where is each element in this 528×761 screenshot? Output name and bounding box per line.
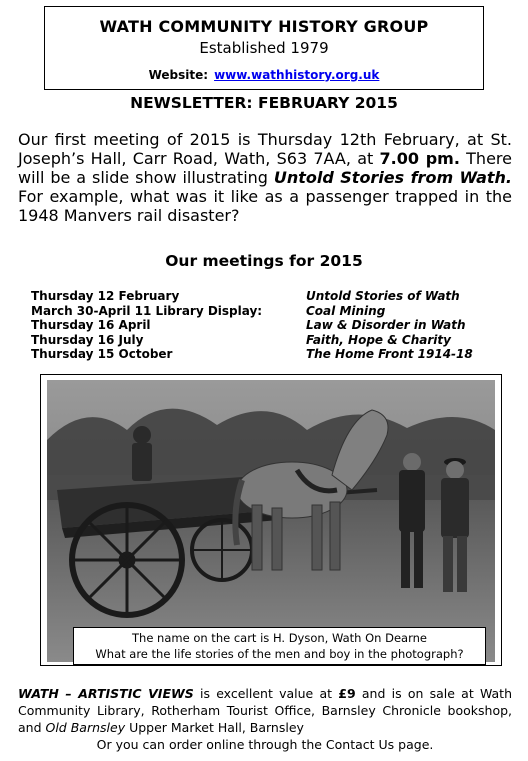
meeting-time: 7.00 pm.	[379, 149, 460, 168]
meeting-date: March 30-April 11 Library Display:	[31, 303, 263, 318]
group-name: WATH COMMUNITY HISTORY GROUP	[99, 17, 429, 36]
old-barnsley: Old Barnsley	[45, 720, 126, 735]
newsletter-title: NEWSLETTER: FEBRUARY 2015	[130, 94, 398, 112]
slide-show-title: Untold Stories from Wath.	[273, 168, 513, 187]
meeting-date: Thursday 16 July	[31, 332, 144, 347]
meeting-topic: Untold Stories of Wath	[306, 289, 460, 303]
header-box	[44, 6, 484, 90]
book-price: £9	[338, 686, 356, 701]
meeting-row	[31, 304, 501, 319]
boy-figure	[132, 426, 152, 481]
intro-text-1: Our first meeting of 2015 is Thursday 12th February, at St. Joseph’s Hall, Carr Road, Wath, S63 7AA, at	[18, 130, 512, 168]
meeting-topic: Coal Mining	[306, 303, 386, 318]
photo-frame	[40, 374, 502, 666]
meetings-list	[31, 289, 501, 362]
intro-text-2: There will be a slide show illustrating	[18, 149, 512, 187]
photo-caption	[73, 627, 486, 665]
meeting-row	[31, 318, 501, 333]
meeting-topic: Law & Disorder in Wath	[306, 318, 466, 332]
meeting-date: Thursday 16 April	[31, 318, 151, 332]
established-line: Established 1979	[199, 39, 329, 57]
footer-paragraph	[18, 685, 512, 753]
meeting-date: Thursday 12 February	[31, 289, 180, 303]
meeting-topic: The Home Front 1914-18	[306, 347, 473, 361]
cart-wheel-right	[192, 520, 252, 580]
footer-text-3: Upper Market Hall, Barnsley	[125, 720, 304, 735]
intro-text-3: For example, what was it like as a passenger trapped in the 1948 Manvers rail disaster?	[18, 187, 512, 225]
meeting-topic: Faith, Hope & Charity	[306, 332, 451, 347]
meeting-row	[31, 289, 501, 304]
meeting-row	[31, 333, 501, 348]
caption-line-2: What are the life stories of the men and boy in the photograph?	[95, 647, 464, 661]
footer-body	[18, 685, 512, 736]
footer-text-2: and is on sale at Wath Community Library, Rotherham Tourist Office, Barnsley Chronicle bookshop, and	[18, 686, 512, 735]
order-online-line: Or you can order online through the Contact Us page.	[96, 737, 434, 752]
intro-paragraph	[18, 130, 512, 225]
cart-wheel-left	[72, 505, 182, 615]
website-label: Website:	[148, 68, 209, 82]
website-link[interactable]: www.wathhistory.org.uk	[214, 68, 380, 82]
meeting-row	[31, 347, 501, 362]
website-line	[45, 68, 483, 82]
book-title: WATH – ARTISTIC VIEWS	[18, 686, 194, 701]
meeting-date: Thursday 15 October	[31, 347, 173, 361]
meetings-heading: Our meetings for 2015	[165, 252, 363, 270]
caption-line-1: The name on the cart is H. Dyson, Wath On Dearne	[132, 631, 427, 645]
footer-text-1: is excellent value at	[193, 686, 339, 701]
historic-photo	[47, 380, 495, 662]
